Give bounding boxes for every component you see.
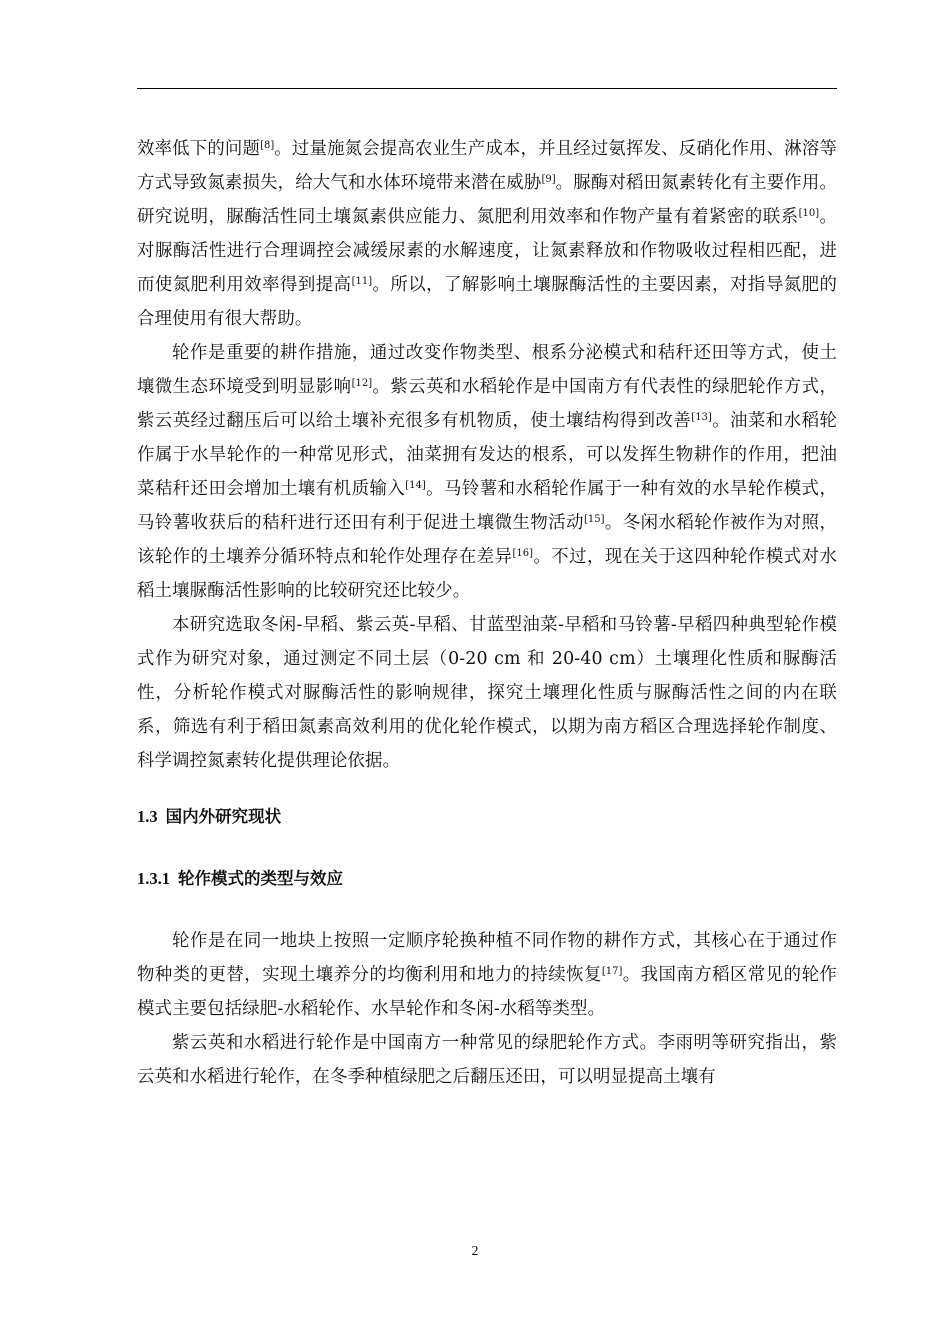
paragraph-text: 。我国南方稻区常见的轮作模式主要包括绿肥-水稻轮作、水旱轮作和冬闲-水稻等类型。 [137,965,837,1019]
citation-ref: [11] [351,276,373,287]
section-heading [137,800,837,834]
citation-ref: [8] [260,140,275,151]
paragraph [137,336,837,608]
page-number: 2 [471,1244,479,1259]
paragraph-text: 。冬闲水稻轮作被作为对照，该轮作的土壤养分循环特点和轮作处理存在差异 [137,513,837,567]
paragraph-text: 。对脲酶活性进行合理调控会减缓尿素的水解速度，让氮素释放和作物吸收过程相匹配，进而使氮肥利用效率得到提高 [137,207,837,295]
paragraph-text: 。所以，了解影响土壤脲酶活性的主要因素，对指导氮肥的合理使用有很大帮助。 [137,275,837,329]
subsection-number: 1.3.1 [137,869,170,888]
citation-ref: [14] [405,480,426,491]
body-text [137,132,837,1094]
paragraph-text: 。过量施氮会提高农业生产成本，并且经过氨挥发、反硝化作用、淋溶等方式导致氮素损失，给大气和水体环境带来潜在威胁 [137,139,837,193]
paragraph-text: 。油菜和水稻轮作属于水旱轮作的一种常见形式，油菜拥有发达的根系，可以发挥生物耕作的作用，把油菜秸秆还田会增加土壤有机质输入 [137,411,837,499]
subsection-title: 轮作模式的类型与效应 [178,869,343,888]
subsection-heading [137,862,837,896]
paragraph-text: 本研究选取冬闲-早稻、紫云英-早稻、甘蓝型油菜-早稻和马铃薯-早稻四种典型轮作模式作为研究对象，通过测定不同土层（0-20 cm 和 20-40 cm）土壤理化性质和脲酶活性，分析轮作模式对脲酶活性的影响规律，探究土壤理化性质与脲酶活性之间的内在联系，筛选有利于稻田氮素高效利用的优化轮作模式，以期为南方稻区合理选择轮作制度、科学调控氮素转化提供理论依据。 [137,615,837,771]
paragraph-text: 效率低下的问题 [137,139,261,159]
citation-ref: [13] [691,412,712,423]
subsection-paragraphs [137,924,837,1094]
header-rule [137,88,837,89]
paragraph-text: 轮作是重要的耕作措施，通过改变作物类型、根系分泌模式和秸秆还田等方式，使土壤微生态环境受到明显影响 [137,343,837,397]
citation-ref: [15] [584,514,605,525]
paragraph-text: 轮作是在同一地块上按照一定顺序轮换种植不同作物的耕作方式，其核心在于通过作物种类的更替，实现土壤养分的均衡利用和地力的持续恢复 [137,931,837,985]
citation-ref: [17] [601,966,623,977]
paragraph [137,924,837,1026]
citation-ref: [12] [351,378,373,389]
paragraph [137,1026,837,1094]
section-number: 1.3 [137,807,158,826]
section-title: 国内外研究现状 [165,807,282,826]
paragraph-text: 。马铃薯和水稻轮作属于一种有效的水旱轮作模式，马铃薯收获后的秸秆进行还田有利于促进土壤微生物活动 [137,479,837,533]
paragraph-text: 紫云英和水稻进行轮作是中国南方一种常见的绿肥轮作方式。李雨明等研究指出，紫云英和水稻进行轮作，在冬季种植绿肥之后翻压还田，可以明显提高土壤有 [137,1033,837,1087]
paragraph-text: 。脲酶对稻田氮素转化有主要作用。研究说明，脲酶活性同土壤氮素供应能力、氮肥利用效率和作物产量有着紧密的联系 [137,173,838,227]
citation-ref: [16] [512,548,534,559]
paragraph [137,608,837,778]
paragraph-text: 。紫云英和水稻轮作是中国南方有代表性的绿肥轮作方式，紫云英经过翻压后可以给土壤补充很多有机物质，使土壤结构得到改善 [137,377,837,431]
citation-ref: [9] [541,174,556,185]
intro-paragraphs [137,132,837,778]
paragraph-text: 。不过，现在关于这四种轮作模式对水稻土壤脲酶活性影响的比较研究还比较少。 [137,547,837,601]
paragraph [137,132,837,336]
citation-ref: [10] [798,208,820,219]
